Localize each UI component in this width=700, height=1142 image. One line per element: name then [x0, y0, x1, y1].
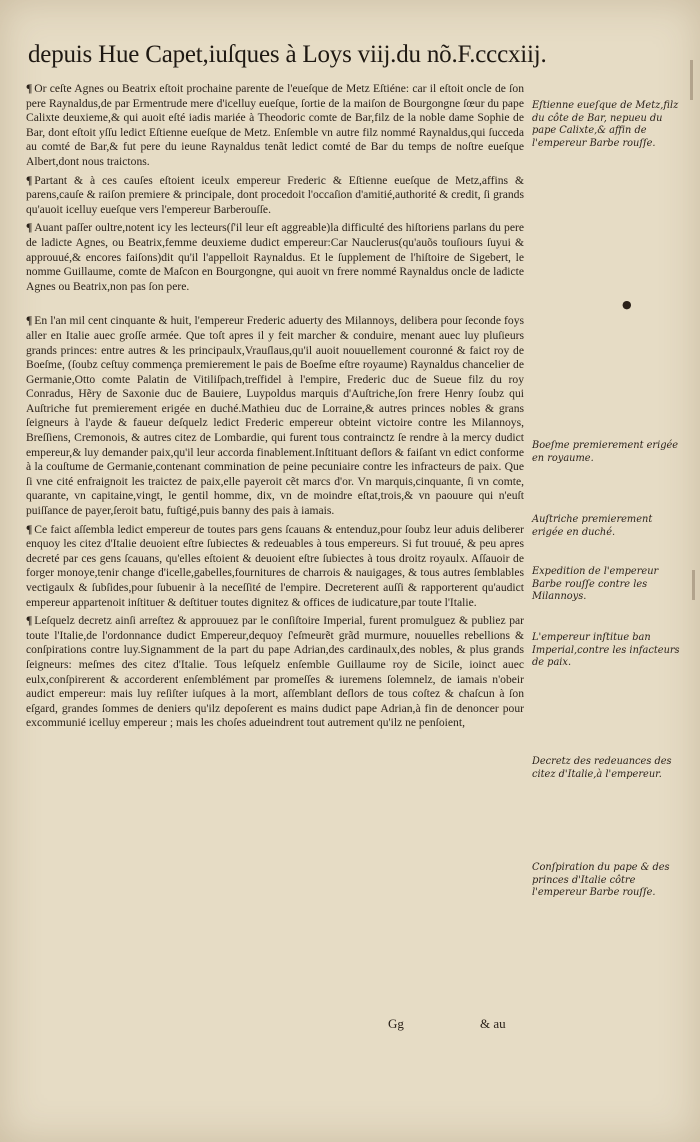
margin-note-estienne: Eſtienne eueſque de Metz,filz du côte de Bar, nepueu du pape Calixte,& affin de l'empereur Barbe rouſſe. — [532, 100, 679, 149]
paragraph-kinship — [26, 174, 524, 218]
paragraph-conspiracy — [26, 614, 524, 731]
paragraph-agnes-parentage — [26, 82, 524, 170]
running-head: depuis Hue Capet,iuſques à Loys viij.du nõ.F.cccxiij. — [28, 41, 547, 68]
paragraph-decrees — [26, 523, 524, 611]
paragraph-text: Leſquelz decretz ainſi arreſtez & approuuez par le conſiſtoire Imperial, furent promulguez & publiez par toute l'Italie,de l'ordonnance dudict Empereur,dequoy ſ'eſmeurẽt grãd murmure, nouuelles rebellions & conſpirations contre luy.Signamment de la part du pape Adrian,des cardinaulx,des nobles, & plus grands ſeigneurs: meſmes des citez d'Italie. Tous leſquelz enſemble Guillaume roy de Sicile, ioinct auec eulx,conſpirerent & accorderent enſemblément par promeſſes & iuremens ſolemnelz, de iamais n'obeir audict empereur: mais luy reſiſter iuſques à la mort, aſſemblant deſlors de tous coſtez & chaſcun à ſon eſgard, grandes ſommes de deniers qu'ilz depoſerent es mains dudict pape Adrian,à fin de denoncer pour excommunié icelluy empereur ; mais les choſes adueindrent tout autrement qu'ilz ne penſoient, — [26, 614, 524, 730]
margin-note-bohemia: Boeſme premierement erigée en royaume. — [532, 440, 679, 464]
margin-note-decrees: Decretz des redeuances des citez d'Italie,à l'empereur. — [532, 756, 672, 780]
pilcrow-icon: ¶ — [26, 522, 33, 536]
paragraph-text: Auant paſſer oultre,notent icy les lecteurs(ſ'il leur eſt aggreable)la difficulté des hiſtoriens parlans du pere de ladicte Agnes, ou Beatrix,femme deuxieme dudict empereur:Car Nauclerus(qu'auõs touſiours ſuyui & approuué,& encores faiſons)dit qu'il l'appelloit Raynaldus. Et le ſupplement de l'hiſtoire de Sigebert, le nomme Guillaume, comte de Maſcon en Bourgongne, qui auoit vn frere nommé Raynaldus oncle de ladicte Agnes ou Beatrix,non pas ſon pere. — [26, 221, 524, 293]
page-edge-mark — [690, 60, 693, 100]
pilcrow-icon: ¶ — [26, 221, 33, 235]
paragraph-text: En l'an mil cent cinquante & huit, l'empereur Frederic aduerty des Milannoys, delibera pour ſeconde foys aller en Italie auec groſſe armée. Que toſt apres il y feit marcher & conduire, menant auec luy pluſieurs grands princes: entre autres & les principaulx,Vrauſlaus,qu'il auoit nouuellement couronné & faict roy de Boeſme, (ſoubz ceſtuy commença premierement le pais de Boeſme eſtre royaume) Raynaldus chancelier de Germanie,Otto comte Palatin de Vitiliſpach,treſfidel à l'empire, Frederic duc de Sueue filz du roy Conradus, Hẽry de Saxonie duc de Bauiere, Luypoldus marquis d'Auſtriche,ſon frere Henry ſoubz qui Auſtriche fut premierement erigée en duché.Mathieu duc de Lorraine,& autres princes nobles & grans ſeigneurs à l'ayde & faueur deſquelz ledict Frederic empereur obteint victoire contre les Milannoys, Breſſiens, Cremonois, & autres citez de Lombardie, qui furent tous contrainctz ſe rendre à la mercy dudict empereur,& luy demander paix,qu'il leur accorda finablement.Inſtituant deſlors & faiſant vn edict conforme à la couſtume de Germanie,contenant commination de peine pecuniaire contre les infracteurs de paix. Que ſi vne cité enfraignoit les traictez de paix,elle payeroit cẽt marcs d'or. Vn marquis,cinquante, ſi vn comte, quarante, vn capitaine,vingt, le gentil homme, dix, vn de moindre eſtat,trois,& vn paouure qui n'euſt puiſſance de payer,ſeroit batu, fuſtigé,puis banny des pais à iamais. — [26, 314, 524, 518]
page-edge-mark — [692, 570, 695, 600]
pilcrow-icon: ¶ — [26, 173, 33, 187]
pilcrow-icon: ¶ — [26, 314, 33, 328]
pilcrow-icon: ¶ — [26, 82, 33, 95]
margin-note-austria: Auſtriche premierement erigée en duché. — [532, 514, 653, 538]
ornament-dot-icon: ● — [622, 298, 632, 311]
catchword: & au — [480, 1016, 506, 1031]
signature-mark: Gg — [388, 1016, 404, 1031]
margin-note-conspiracy: Conſpiration du pape & des princes d'Italie côtre l'empereur Barbe rouſſe. — [532, 862, 670, 899]
margin-note-imperial-ban: L'empereur inſtitue ban Imperial,contre les infacteurs de paix. — [532, 632, 680, 669]
paragraph-historians-note — [26, 221, 524, 294]
main-text-column — [26, 82, 524, 731]
paragraph-italian-expedition — [26, 314, 524, 518]
paragraph-text: Partant & à ces cauſes eſtoient iceulx empereur Frederic & Eſtienne eueſque de Metz,affins & parens,cauſe & raiſon premiere & principale, dont procedoit l'occaſion d'amitié,authorité & credit, ſi grands qu'auoit icelluy eueſque vers l'empereur Barberouſſe. — [26, 173, 524, 216]
paragraph-text: Or ceſte Agnes ou Beatrix eſtoit prochaine parente de l'eueſque de Metz Eſtiéne: car il eſtoit oncle de ſon pere Raynaldus,de par Ermentrude mere d'icelluy eueſque, ſortie de la maiſon de Bourgongne ſœur du pape Calixte deuxieme,& qui auoit eſté iadis mariée à Theodoric comte de Bar,filz de la noble dame Sophie de Bar, dont eſtoit yſſu ledict Eſtienne eueſque de Metz. Enſemble vn autre filz nommé Raynaldus,qui ſucceda au comté de Bar,& fut pere du ieune Raynaldus tenãt ledict comté de Bar du temps de noſtre eueſque Albert,dont nous traictons. — [26, 82, 524, 168]
pilcrow-icon: ¶ — [26, 614, 33, 628]
margin-note-expedition: Expedition de l'empereur Barbe rouſſe contre les Milannoys. — [532, 566, 659, 603]
paragraph-text: Ce faict aſſembla ledict empereur de toutes pars gens ſcauans & entenduz,pour ſoubz leur aduis deliberer enquoy les citez d'Italie deuoient eſtre ſubiectes & redeuables à tous empereurs. Si fut trouué, & peu apres decreté par ces gens ſcauans, qu'elles eſtoient & deuoient eſtre ſubiectes à tous droitz royaulx. Aſſauoir de forger monoye,tenir change d'icelle,gabelles,fournitures de charrois & nauigages, & tous autres ſemblables vectigaulx & ſubſides,pour ſubuenir à la neceſſité de l'empire. Decreterent auſſi & rapporterent qu'audict empereur appartenoit inſtituer & deſtituer toutes dignitez & offices de iudicature,par toute l'Italie. — [26, 522, 524, 609]
